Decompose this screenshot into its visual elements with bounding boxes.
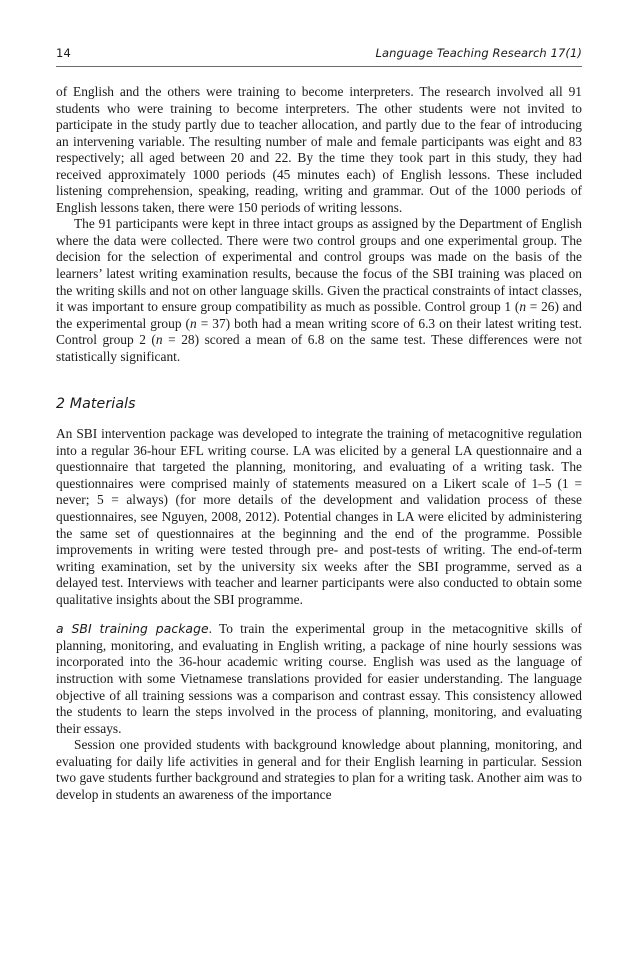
paragraph-text-part: = 26) and the experimental group ( [56, 299, 582, 331]
running-head [56, 46, 582, 60]
paragraph-text: . To train the experimental group in the metacognitive skills of planning, monitoring, and evaluating in English writing, a package of nine hourly sessions was incorporated into the 36-hour academic writing course. English was used as the language of instruction with some Vietnamese translations provided for easier understanding. The language objective of all training sessions was a comparison and contrast essay. This consistency allowed the students to learn the steps involved in the process of planning, monitoring, and evaluating their essays. [56, 621, 582, 736]
paragraph-text: Session one provided students with background knowledge about planning, monitoring, and evaluating for daily life activities in general and for their English learning in particular. Session two gave students further background and strategies to plan for a writing task. Another aim was to develop in students an awareness of the importance [56, 737, 582, 802]
paragraph-text: of English and the others were training to become interpreters. The research involved all 91 students who were training to become interpreters. The other students were not invited to participate in the study partly due to teacher allocation, and partly due to the fear of introducing an intervening variable. The resulting number of male and female participants was eight and 83 respectively; all aged between 20 and 22. By the time they took part in this study, they had received approximately 1000 periods (45 minutes each) of English lessons. These included listening comprehension, speaking, reading, writing and grammar. Out of the 1000 periods of English lessons taken, there were 150 periods of writing lessons. [56, 84, 582, 215]
page-number: 14 [56, 46, 72, 60]
paragraph-text-part: = 37) both had a mean writing score of 6.3 on their latest writing test. Control group 2 ( [56, 315, 583, 348]
paragraph-participants [56, 216, 582, 365]
paragraph-continued [56, 84, 582, 216]
paragraph-sbi-training-package [56, 621, 582, 737]
runin-heading-sbi-training-package: a SBI training package [56, 621, 209, 637]
stat-variable-n: n [155, 332, 163, 348]
journal-running-title: Language Teaching Research 17(1) [375, 46, 582, 60]
paragraph-sessions [56, 737, 582, 803]
paragraph-materials [56, 426, 582, 608]
paragraph-text-part: = 28) scored a mean of 6.8 on the same test. These differences were not statistically significant. [56, 332, 582, 364]
paragraph-text-part: The 91 participants were kept in three intact groups as assigned by the Department of English where the data were collected. There were two control groups and one experimental group. The decision for the selection of experimental and control groups was made on the basis of the learners’ latest writing examination results, because the focus of the SBI training was placed on the writing skills and not on other language skills. Given the practical constraints of intact classes, it was important to ensure group compatibility as much as possible. Control group 1 ( [56, 216, 582, 315]
paragraph-text: An SBI intervention package was developed to integrate the training of metacognitive regulation into a regular 36-hour EFL writing course. LA was elicited by a general LA questionnaire and a questionnaire that targeted the planning, monitoring, and evaluating of a writing task. The questionnaires were comprised mainly of statements measured on a Likert scale of 1–5 (1 = never; 5 = always) (for more details of the development and validation process of these questionnaires, see Nguyen, 2008, 2012). Potential changes in LA were elicited by administering the same set of questionnaires at the beginning and the end of the programme. Possible improvements in writing were tested through pre- and post-tests of writing. The end-of-term writing examination, set by the university six weeks after the SBI programme, served as a delayed test. Interviews with teacher and learner participants were also conducted to obtain some qualitative insights about the SBI programme. [56, 426, 582, 607]
spacer [56, 365, 582, 395]
spacer [56, 413, 582, 426]
header-rule [56, 66, 582, 67]
stat-variable-n: n [519, 299, 527, 315]
section-heading-materials: 2 Materials [56, 396, 136, 413]
stat-variable-n: n [190, 315, 197, 331]
spacer [56, 608, 582, 621]
text-column [56, 84, 582, 803]
